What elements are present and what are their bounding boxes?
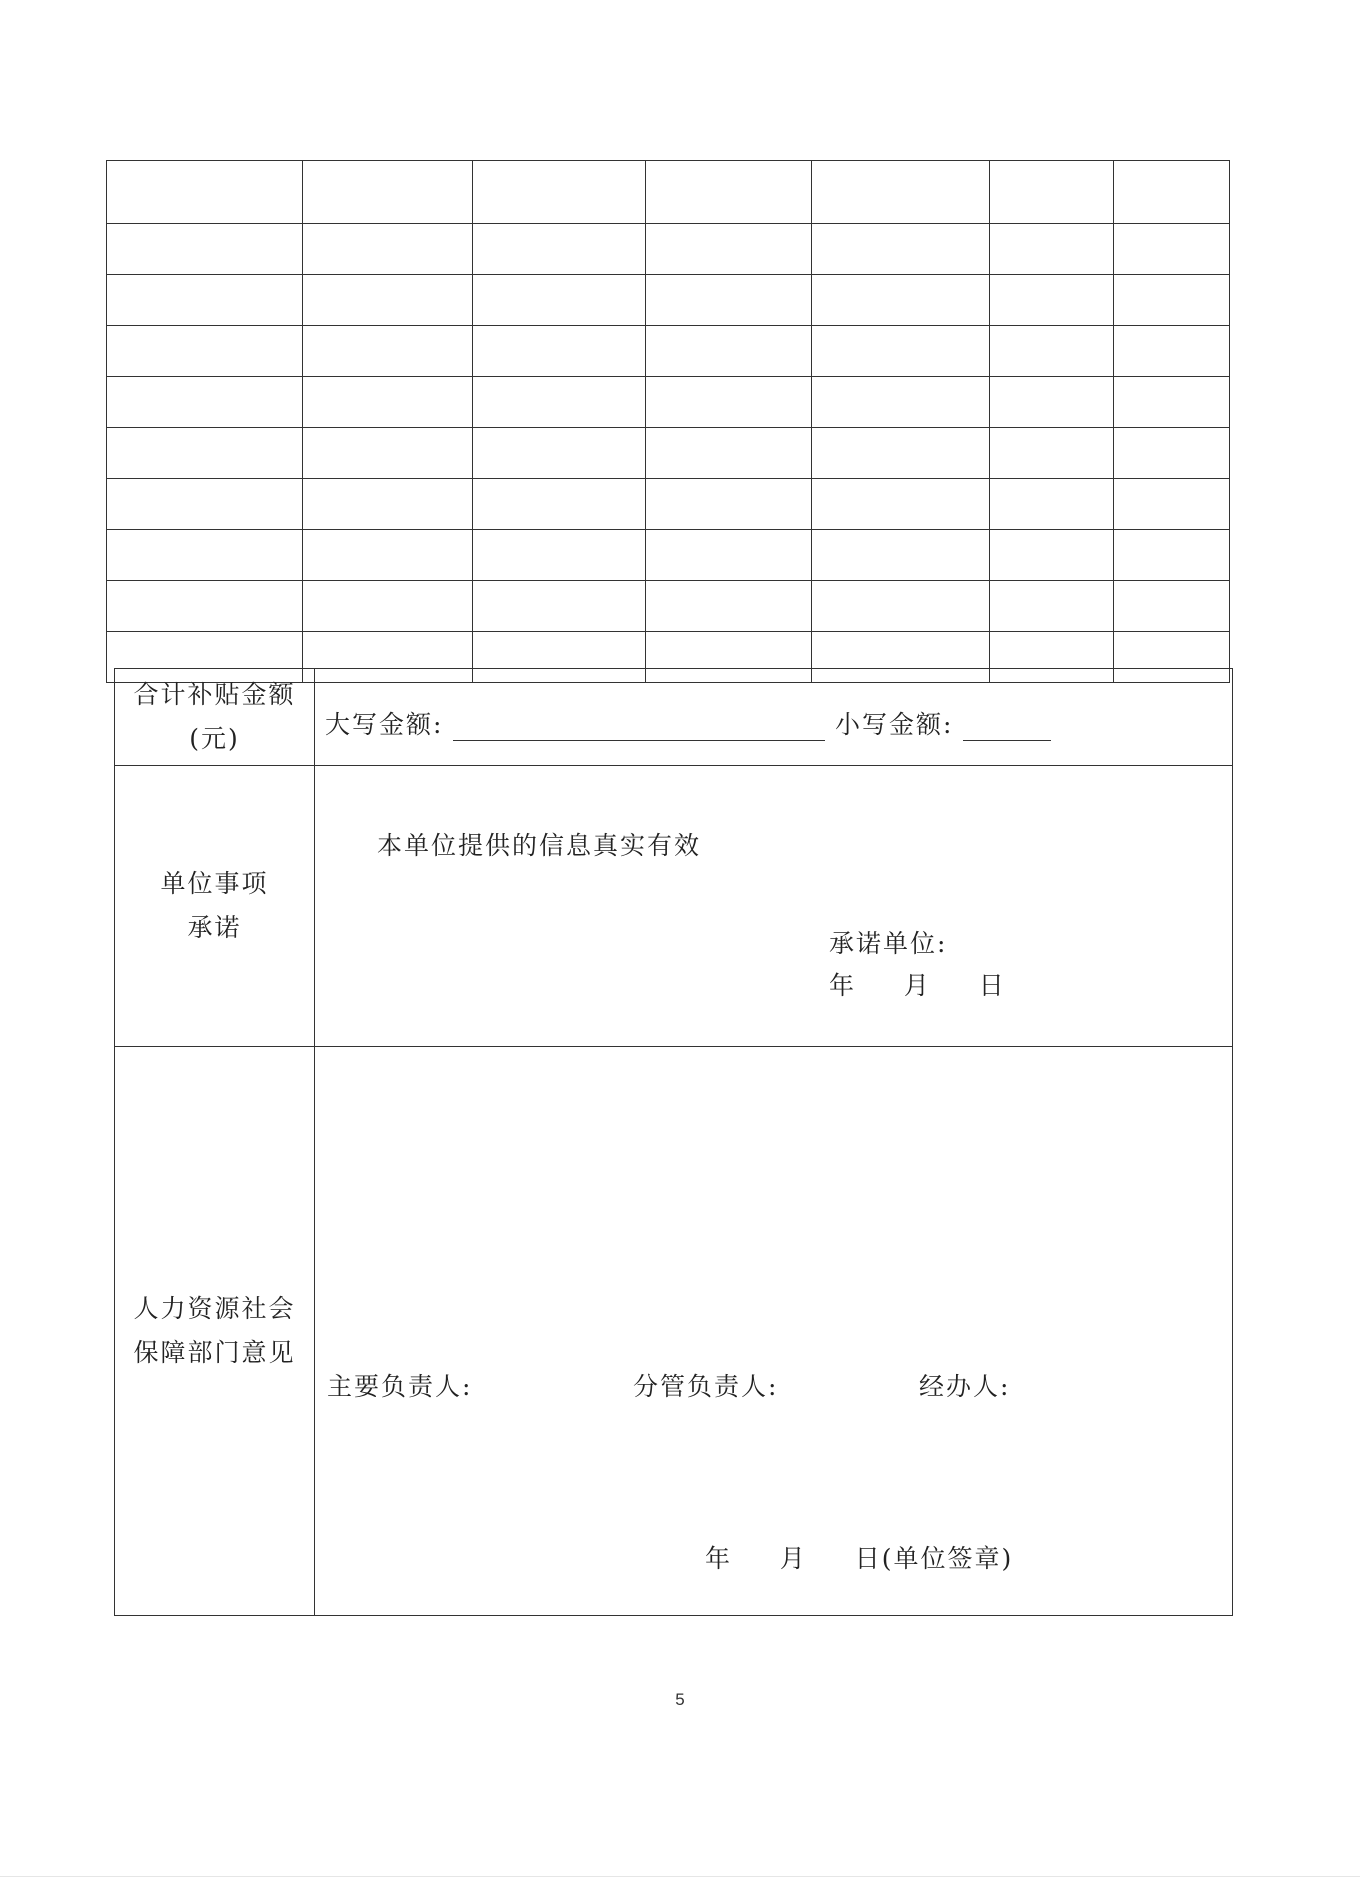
grid-cell[interactable]	[107, 530, 303, 581]
grid-cell[interactable]	[107, 326, 303, 377]
grid-cell[interactable]	[473, 161, 646, 224]
commitment-content	[315, 766, 1233, 1047]
grid-row	[107, 326, 1230, 377]
grid-cell[interactable]	[473, 224, 646, 275]
grid-cell[interactable]	[473, 479, 646, 530]
approval-form	[114, 668, 1233, 1616]
hr-opinion-row	[115, 1047, 1233, 1616]
grid-cell[interactable]	[1114, 224, 1230, 275]
grid-cell[interactable]	[646, 161, 812, 224]
grid-row	[107, 377, 1230, 428]
total-subsidy-row	[115, 669, 1233, 766]
grid-cell[interactable]	[107, 581, 303, 632]
grid-row	[107, 581, 1230, 632]
handler-label: 经办人:	[919, 1372, 1011, 1401]
grid-cell[interactable]	[812, 161, 990, 224]
commitment-row	[115, 766, 1233, 1047]
grid-cell[interactable]	[990, 479, 1114, 530]
commitment-label-line1: 单位事项	[160, 869, 269, 898]
total-subsidy-label-line2: (元)	[189, 724, 240, 753]
grid-cell[interactable]	[1114, 326, 1230, 377]
grid-cell[interactable]	[107, 161, 303, 224]
grid-cell[interactable]	[473, 377, 646, 428]
grid-body	[107, 161, 1230, 683]
grid-cell[interactable]	[1114, 161, 1230, 224]
grid-cell[interactable]	[646, 479, 812, 530]
commitment-label	[115, 766, 315, 1047]
grid-cell[interactable]	[990, 161, 1114, 224]
grid-row	[107, 428, 1230, 479]
grid-cell[interactable]	[1114, 581, 1230, 632]
grid-cell[interactable]	[473, 530, 646, 581]
grid-cell[interactable]	[303, 581, 473, 632]
grid-cell[interactable]	[473, 275, 646, 326]
grid-cell[interactable]	[107, 428, 303, 479]
grid-cell[interactable]	[646, 224, 812, 275]
scan-edge-line	[0, 1876, 1360, 1877]
grid-cell[interactable]	[303, 479, 473, 530]
grid-cell[interactable]	[303, 326, 473, 377]
grid-cell[interactable]	[107, 275, 303, 326]
grid-cell[interactable]	[107, 224, 303, 275]
hr-opinion-label	[115, 1047, 315, 1616]
page-number: 5	[675, 1690, 685, 1709]
daxie-amount-field[interactable]	[325, 705, 825, 741]
grid-cell[interactable]	[990, 377, 1114, 428]
grid-row	[107, 479, 1230, 530]
daxie-amount-blank[interactable]	[453, 714, 825, 741]
grid-cell[interactable]	[303, 428, 473, 479]
grid-cell[interactable]	[812, 326, 990, 377]
grid-cell[interactable]	[1114, 479, 1230, 530]
grid-cell[interactable]	[1114, 530, 1230, 581]
hr-opinion-label-line2: 保障部门意见	[133, 1338, 296, 1367]
grid-cell[interactable]	[812, 275, 990, 326]
total-subsidy-label	[115, 669, 315, 766]
grid-cell[interactable]	[107, 479, 303, 530]
grid-cell[interactable]	[1114, 428, 1230, 479]
grid-cell[interactable]	[646, 581, 812, 632]
grid-cell[interactable]	[1114, 275, 1230, 326]
grid-cell[interactable]	[990, 224, 1114, 275]
xiaoxie-amount-label: 小写金额:	[835, 710, 954, 739]
grid-cell[interactable]	[812, 530, 990, 581]
commitment-statement: 本单位提供的信息真实有效	[377, 831, 702, 860]
grid-cell[interactable]	[473, 581, 646, 632]
commitment-label-line2: 承诺	[187, 913, 242, 942]
grid-cell[interactable]	[303, 161, 473, 224]
grid-cell[interactable]	[990, 581, 1114, 632]
grid-cell[interactable]	[990, 428, 1114, 479]
daxie-amount-label: 大写金额:	[325, 710, 444, 739]
grid-cell[interactable]	[303, 224, 473, 275]
deputy-head-label: 分管负责人:	[633, 1372, 779, 1401]
grid-cell[interactable]	[473, 428, 646, 479]
main-head-label: 主要负责人:	[327, 1372, 473, 1401]
total-subsidy-content	[315, 669, 1233, 766]
grid-cell[interactable]	[646, 275, 812, 326]
grid-row	[107, 275, 1230, 326]
grid-cell[interactable]	[812, 479, 990, 530]
xiaoxie-amount-field[interactable]	[835, 705, 1051, 741]
grid-cell[interactable]	[812, 428, 990, 479]
grid-cell[interactable]	[646, 428, 812, 479]
grid-cell[interactable]	[473, 326, 646, 377]
xiaoxie-amount-blank[interactable]	[963, 714, 1051, 741]
grid-row	[107, 224, 1230, 275]
grid-cell[interactable]	[646, 530, 812, 581]
hr-date-seal: 年 月 日(单位签章)	[705, 1544, 1014, 1573]
commitment-date: 年 月 日	[829, 971, 1006, 1000]
grid-row	[107, 530, 1230, 581]
grid-cell[interactable]	[646, 377, 812, 428]
hr-opinion-content	[315, 1047, 1233, 1616]
grid-cell[interactable]	[646, 326, 812, 377]
grid-cell[interactable]	[303, 530, 473, 581]
grid-cell[interactable]	[990, 530, 1114, 581]
blank-entry-grid	[106, 160, 1230, 683]
grid-cell[interactable]	[812, 581, 990, 632]
grid-cell[interactable]	[812, 377, 990, 428]
grid-cell[interactable]	[1114, 377, 1230, 428]
grid-cell[interactable]	[303, 377, 473, 428]
grid-cell[interactable]	[107, 377, 303, 428]
total-subsidy-label-line1: 合计补贴金额	[133, 680, 296, 709]
grid-cell[interactable]	[990, 326, 1114, 377]
grid-cell[interactable]	[812, 224, 990, 275]
hr-opinion-label-line1: 人力资源社会	[133, 1294, 296, 1323]
grid-cell[interactable]	[990, 275, 1114, 326]
commitment-unit-label: 承诺单位:	[829, 929, 948, 958]
grid-row	[107, 161, 1230, 224]
grid-cell[interactable]	[303, 275, 473, 326]
